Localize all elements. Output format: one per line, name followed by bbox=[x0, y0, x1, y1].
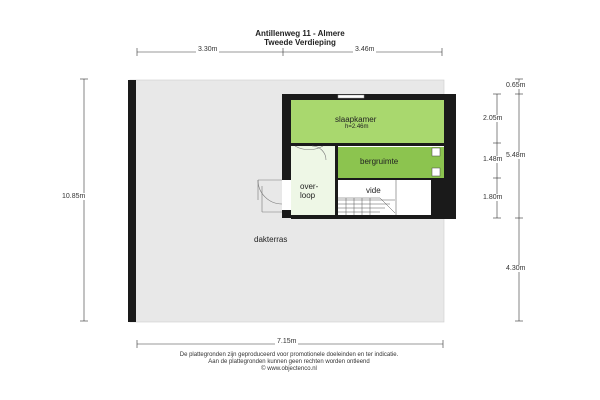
dim-label-top-right: 3.46m bbox=[355, 46, 375, 53]
room-height-slaapkamer: h=2.46m bbox=[345, 124, 369, 130]
footer-copyright: © www.objectenco.nl bbox=[261, 366, 317, 372]
dim-label-bottom: 7.15m bbox=[277, 338, 297, 345]
left-wall bbox=[128, 80, 136, 322]
dim-label-right-5: 4.30m bbox=[506, 265, 526, 272]
dim-label-top-left: 3.30m bbox=[198, 46, 218, 53]
vide-right-wall bbox=[431, 178, 444, 218]
footer-disclaimer-2: Aan de plattegronden kunnen geen rechten worden ontleend bbox=[208, 359, 370, 365]
floor-title: Tweede Verdieping bbox=[264, 38, 336, 47]
building-right-wall bbox=[444, 94, 456, 218]
dim-left bbox=[80, 79, 88, 321]
storage-bottom-wall bbox=[338, 178, 444, 180]
address-title: Antillenweg 11 - Almere bbox=[255, 29, 345, 38]
storage-fixture-2 bbox=[432, 168, 440, 176]
dim-label-right-2: 2.05m bbox=[483, 115, 503, 122]
dim-label-right-4: 1.80m bbox=[483, 194, 503, 201]
bedroom-bottom-wall bbox=[291, 143, 444, 146]
dim-label-right-1: 0.65m bbox=[506, 82, 526, 89]
storage-left-wall bbox=[335, 146, 338, 218]
vide-area bbox=[338, 180, 433, 218]
door-opening bbox=[282, 180, 291, 210]
building-top-wall bbox=[282, 94, 456, 100]
dim-label-right-total: 5.48m bbox=[506, 152, 526, 159]
room-label-overloop-1: over- bbox=[300, 182, 319, 191]
dim-label-right-3: 1.48m bbox=[483, 156, 503, 163]
storage-fixture bbox=[432, 148, 440, 156]
bedroom-window bbox=[338, 95, 364, 98]
room-label-slaapkamer: slaapkamer bbox=[335, 115, 377, 124]
room-label-bergruimte: bergruimte bbox=[360, 157, 399, 166]
footer-disclaimer-1: De plattegronden zijn geproduceerd voor promotionele doeleinden en ter indicatie. bbox=[179, 352, 399, 358]
room-label-overloop-2: loop bbox=[300, 191, 316, 200]
room-label-vide: vide bbox=[366, 186, 381, 195]
room-label-dakterras: dakterras bbox=[254, 235, 288, 244]
dim-top bbox=[137, 48, 442, 56]
dim-label-left: 10.85m bbox=[62, 193, 86, 200]
